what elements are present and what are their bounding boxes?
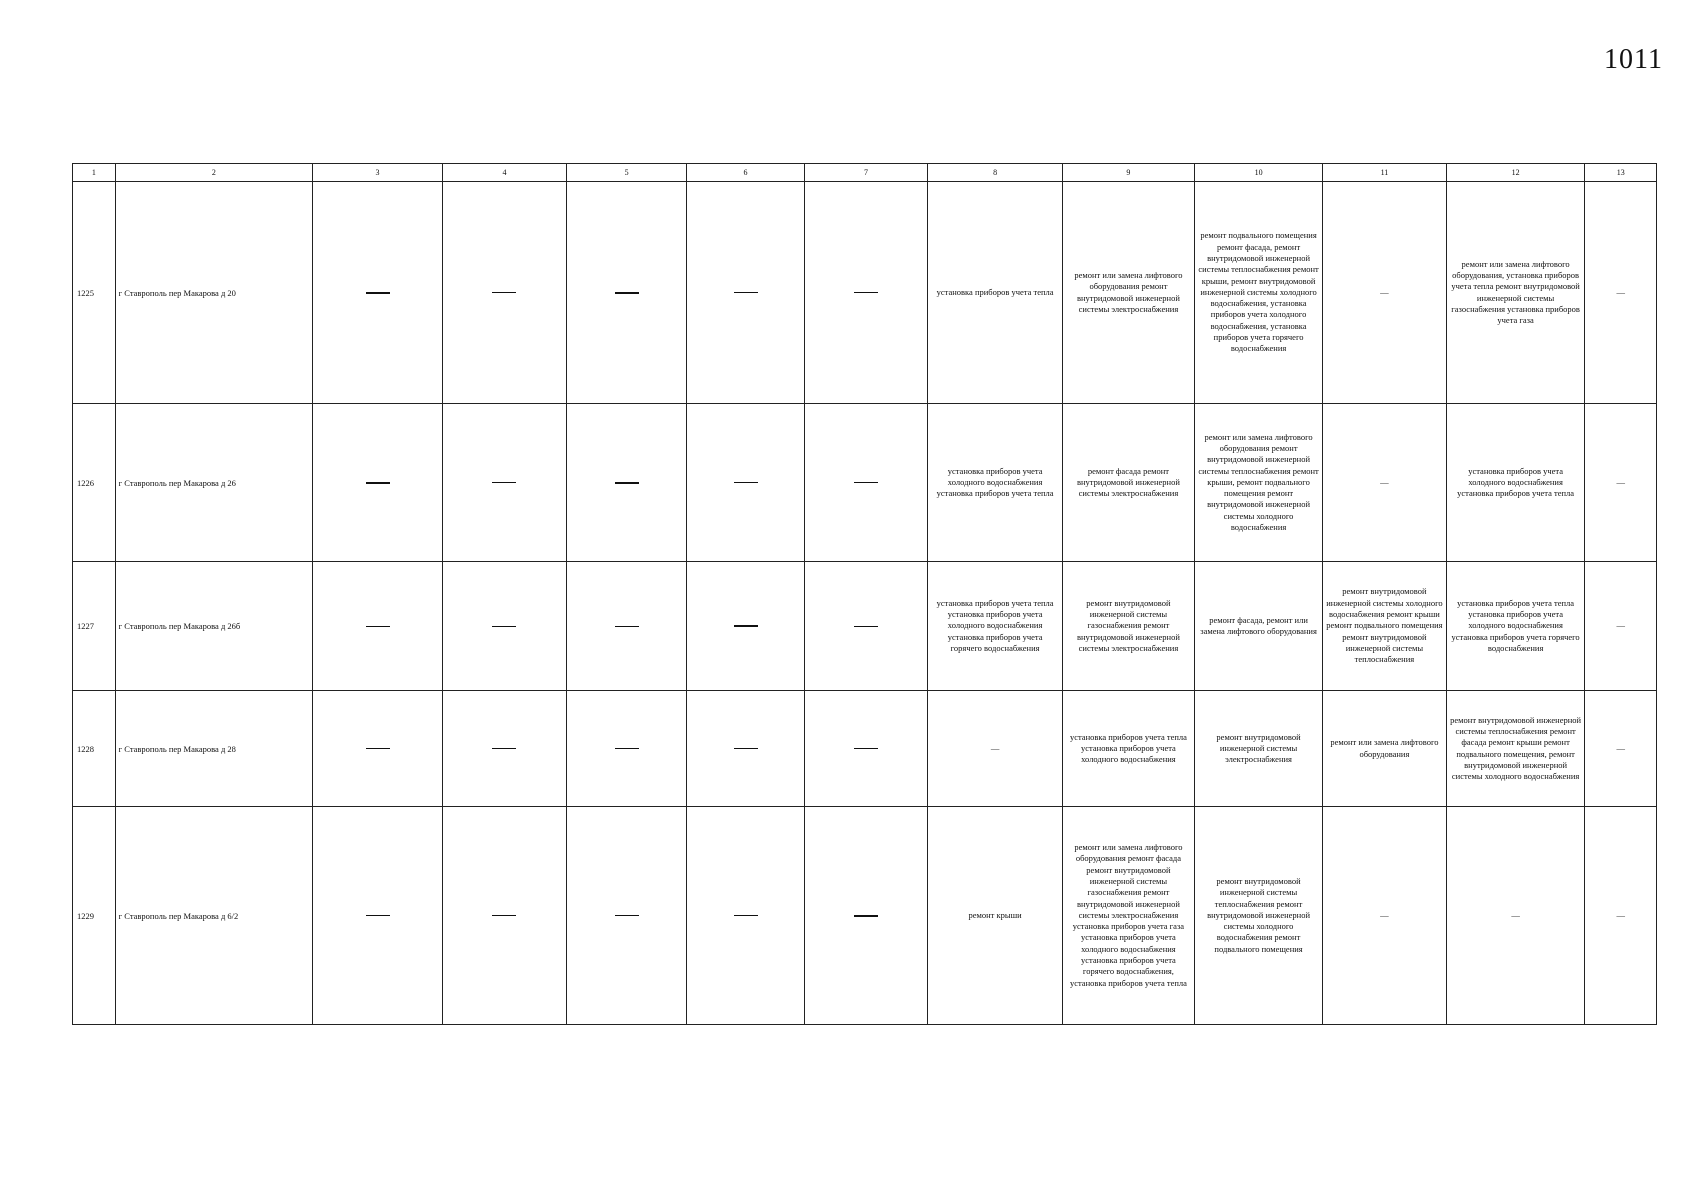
work-cell bbox=[1195, 562, 1323, 691]
table-row bbox=[73, 691, 1657, 807]
dash-mark bbox=[492, 626, 516, 627]
work-cell bbox=[1062, 404, 1194, 562]
dash-mark bbox=[734, 748, 758, 749]
dash-mark bbox=[615, 482, 639, 484]
dash-mark bbox=[734, 482, 758, 483]
row-address: г Ставрополь пер Макарова д 6/2 bbox=[115, 807, 312, 1025]
column-header: 4 bbox=[443, 164, 567, 182]
row-address: г Ставрополь пер Макарова д 20 bbox=[115, 182, 312, 404]
empty-cell bbox=[566, 562, 687, 691]
column-header: 6 bbox=[687, 164, 804, 182]
dash-mark bbox=[734, 625, 758, 627]
work-cell bbox=[1446, 691, 1585, 807]
work-cell bbox=[928, 691, 1062, 807]
dash-mark bbox=[492, 915, 516, 916]
work-cell bbox=[1585, 404, 1657, 562]
work-text: ремонт или замена лифтового оборудования, установка приборов учета тепла ремонт внутридомовой инженерной системы газоснабжения установка приборов учета газа bbox=[1451, 258, 1580, 326]
dash-mark bbox=[615, 292, 639, 294]
column-header: 11 bbox=[1323, 164, 1447, 182]
work-text: ремонт или замена лифтового оборудования ремонт внутридомовой инженерной системы электроснабжения bbox=[1074, 269, 1183, 314]
empty-cell bbox=[566, 691, 687, 807]
work-cell bbox=[1446, 807, 1585, 1025]
work-text: — bbox=[990, 742, 1000, 753]
work-cell bbox=[1446, 182, 1585, 404]
work-text: установка приборов учета холодного водоснабжения установка приборов учета тепла bbox=[936, 465, 1054, 499]
work-text: — bbox=[1616, 909, 1625, 920]
work-cell bbox=[928, 404, 1062, 562]
empty-cell bbox=[566, 404, 687, 562]
work-cell bbox=[1585, 182, 1657, 404]
empty-cell bbox=[566, 182, 687, 404]
work-cell bbox=[1323, 807, 1447, 1025]
work-text: ремонт фасада ремонт внутридомовой инженерной системы электроснабжения bbox=[1076, 465, 1180, 499]
empty-cell bbox=[312, 182, 442, 404]
work-cell bbox=[1585, 691, 1657, 807]
work-text: ремонт внутридомовой инженерной системы электроснабжения bbox=[1216, 731, 1301, 765]
empty-cell bbox=[312, 404, 442, 562]
empty-cell bbox=[804, 807, 928, 1025]
work-text: установка приборов учета тепла bbox=[936, 286, 1054, 297]
column-header: 13 bbox=[1585, 164, 1657, 182]
dash-mark bbox=[366, 626, 390, 627]
dash-mark bbox=[366, 915, 390, 916]
table-row bbox=[73, 182, 1657, 404]
work-text: — bbox=[1616, 286, 1625, 297]
column-header: 8 bbox=[928, 164, 1062, 182]
work-text: ремонт внутридомовой инженерной системы теплоснабжения ремонт фасада ремонт крыши ремонт подвального помещения, ремонт внутридомовой инженерной системы холодного водоснабжения bbox=[1450, 714, 1582, 782]
table-row bbox=[73, 562, 1657, 691]
work-cell bbox=[1446, 562, 1585, 691]
row-address: г Ставрополь пер Макарова д 26 bbox=[115, 404, 312, 562]
work-text: ремонт внутридомовой инженерной системы теплоснабжения ремонт внутридомовой инженерной системы холодного водоснабжения ремонт подвального помещения bbox=[1207, 875, 1311, 954]
empty-cell bbox=[443, 691, 567, 807]
table-row bbox=[73, 807, 1657, 1025]
dash-mark bbox=[492, 292, 516, 293]
dash-mark bbox=[854, 482, 878, 483]
work-text: ремонт или замена лифтового оборудования bbox=[1330, 737, 1439, 759]
column-header: 5 bbox=[566, 164, 687, 182]
work-text: ремонт внутридомовой инженерной системы холодного водоснабжения ремонт крыши ремонт подвального помещения ремонт внутридомовой инженерной системы теплоснабжения bbox=[1326, 586, 1443, 665]
work-text: ремонт крыши bbox=[968, 909, 1022, 920]
work-text: — bbox=[1616, 742, 1625, 753]
work-text: ремонт или замена лифтового оборудования ремонт внутридомовой инженерной системы теплоснабжения ремонт крыши, ремонт подвального помещения ремонт внутридомовой инженерной системы холодного водоснабжения bbox=[1198, 431, 1319, 533]
dash-mark bbox=[492, 482, 516, 483]
work-cell bbox=[1323, 562, 1447, 691]
dash-mark bbox=[734, 915, 758, 916]
empty-cell bbox=[566, 807, 687, 1025]
dash-mark bbox=[366, 748, 390, 749]
empty-cell bbox=[687, 182, 804, 404]
empty-cell bbox=[443, 182, 567, 404]
header-row bbox=[73, 164, 1657, 182]
work-text: ремонт фасада, ремонт или замена лифтового оборудования bbox=[1200, 614, 1317, 636]
column-header: 10 bbox=[1195, 164, 1323, 182]
work-text: установка приборов учета тепла установка приборов учета холодного водоснабжения bbox=[1069, 731, 1187, 765]
dash-mark bbox=[366, 292, 390, 294]
dash-mark bbox=[366, 482, 390, 484]
table-row bbox=[73, 404, 1657, 562]
dash-mark bbox=[615, 915, 639, 916]
column-header: 3 bbox=[312, 164, 442, 182]
work-text: ремонт внутридомовой инженерной системы газоснабжения ремонт внутридомовой инженерной системы электроснабжения bbox=[1076, 597, 1180, 653]
work-cell bbox=[1323, 404, 1447, 562]
dash-mark bbox=[734, 292, 758, 293]
row-address: г Ставрополь пер Макарова д 28 bbox=[115, 691, 312, 807]
column-header: 9 bbox=[1062, 164, 1194, 182]
dash-mark bbox=[854, 626, 878, 627]
dash-mark bbox=[615, 626, 639, 627]
work-text: установка приборов учета холодного водоснабжения установка приборов учета тепла bbox=[1457, 465, 1575, 499]
row-number: 1227 bbox=[73, 562, 116, 691]
column-header: 12 bbox=[1446, 164, 1585, 182]
empty-cell bbox=[804, 182, 928, 404]
empty-cell bbox=[312, 691, 442, 807]
empty-cell bbox=[312, 807, 442, 1025]
work-cell bbox=[1585, 562, 1657, 691]
work-cell bbox=[1446, 404, 1585, 562]
work-cell bbox=[1195, 691, 1323, 807]
work-text: — bbox=[1511, 909, 1520, 920]
empty-cell bbox=[312, 562, 442, 691]
empty-cell bbox=[687, 562, 804, 691]
work-cell bbox=[1195, 807, 1323, 1025]
dash-mark bbox=[854, 915, 878, 917]
work-cell bbox=[928, 807, 1062, 1025]
work-cell bbox=[928, 562, 1062, 691]
row-number: 1228 bbox=[73, 691, 116, 807]
work-cell bbox=[1585, 807, 1657, 1025]
empty-cell bbox=[687, 404, 804, 562]
empty-cell bbox=[687, 807, 804, 1025]
work-cell bbox=[1062, 182, 1194, 404]
work-text: установка приборов учета тепла установка приборов учета холодного водоснабжения установка приборов учета горячего водоснабжения bbox=[1451, 597, 1580, 653]
dash-mark bbox=[854, 292, 878, 293]
empty-cell bbox=[443, 807, 567, 1025]
row-number: 1226 bbox=[73, 404, 116, 562]
page-number: 1011 bbox=[1604, 44, 1663, 75]
column-header: 7 bbox=[804, 164, 928, 182]
empty-cell bbox=[443, 562, 567, 691]
column-header: 2 bbox=[115, 164, 312, 182]
work-cell bbox=[1195, 182, 1323, 404]
work-cell bbox=[1062, 691, 1194, 807]
work-text: установка приборов учета тепла установка приборов учета холодного водоснабжения установка приборов учета горячего водоснабжения bbox=[936, 597, 1054, 653]
empty-cell bbox=[687, 691, 804, 807]
empty-cell bbox=[804, 562, 928, 691]
column-header: 1 bbox=[73, 164, 116, 182]
work-cell bbox=[1195, 404, 1323, 562]
work-text: — bbox=[1380, 909, 1389, 920]
work-cell bbox=[1323, 691, 1447, 807]
row-number: 1225 bbox=[73, 182, 116, 404]
row-number: 1229 bbox=[73, 807, 116, 1025]
dash-mark bbox=[854, 748, 878, 749]
work-cell bbox=[1323, 182, 1447, 404]
empty-cell bbox=[804, 691, 928, 807]
work-cell bbox=[1062, 807, 1194, 1025]
work-text: — bbox=[1616, 476, 1625, 487]
work-text: — bbox=[1616, 620, 1625, 631]
dash-mark bbox=[492, 748, 516, 749]
data-table bbox=[72, 163, 1657, 1025]
dash-mark bbox=[615, 748, 639, 749]
work-text: ремонт или замена лифтового оборудования ремонт фасада ремонт внутридомовой инженерной системы газоснабжения ремонт внутридомовой инженерной системы электроснабжения установка приборов учета газа установка приборов учета холодного водоснабжения установка приборов учета горячего водоснабжения, установка приборов учета тепла bbox=[1069, 842, 1187, 988]
empty-cell bbox=[443, 404, 567, 562]
work-text: ремонт подвального помещения ремонт фасада, ремонт внутридомовой инженерной системы теплоснабжения ремонт крыши, ремонт внутридомовой инженерной системы холодного водоснабжения, установка приборов учета холодного водоснабжения, установка приборов учета горячего водоснабжения bbox=[1198, 230, 1319, 354]
work-cell bbox=[1062, 562, 1194, 691]
work-text: — bbox=[1380, 286, 1389, 297]
work-cell bbox=[928, 182, 1062, 404]
work-text: — bbox=[1380, 476, 1389, 487]
row-address: г Ставрополь пер Макарова д 26б bbox=[115, 562, 312, 691]
empty-cell bbox=[804, 404, 928, 562]
